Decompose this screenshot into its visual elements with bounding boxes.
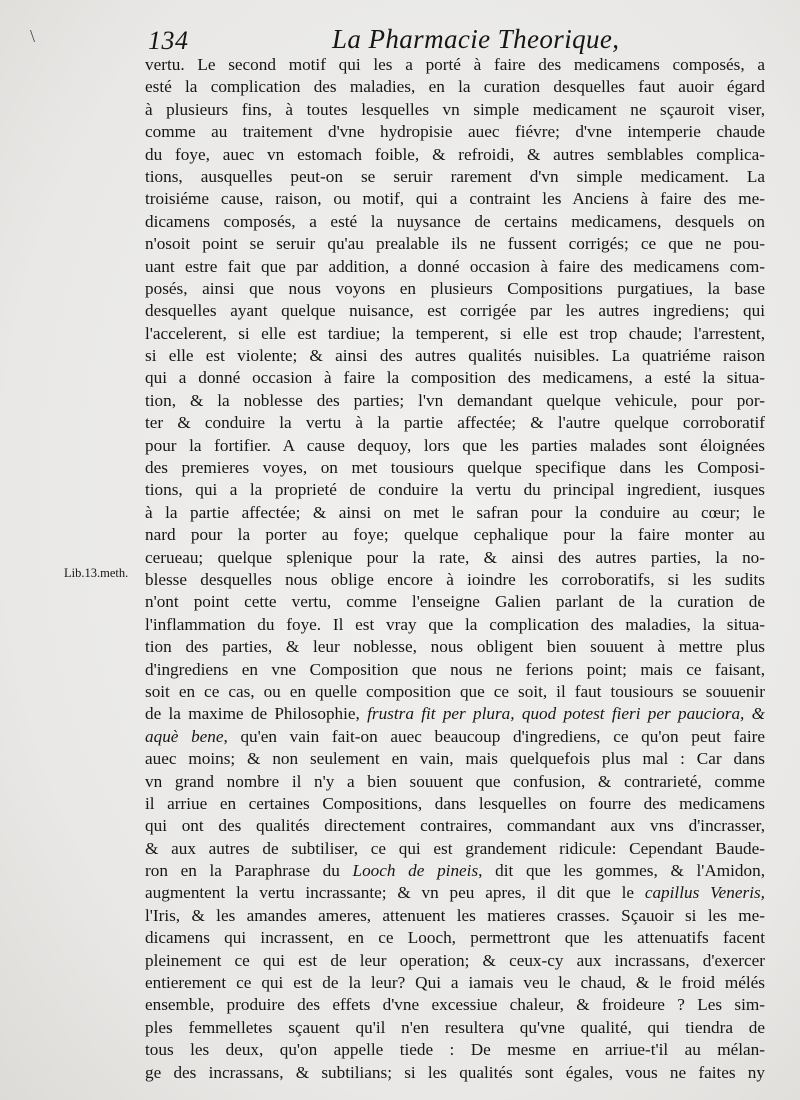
text-segment: vn grand nombre il n'y a bien souuent que confusion, & contrarieté, comme bbox=[145, 771, 765, 791]
text-segment: tion des parties, & leur noblesse, nous obligent bien souuent à mettre plus bbox=[145, 637, 765, 657]
text-segment: vertu. Le second motif qui les a porté à faire des medicamens composés, a bbox=[145, 55, 765, 74]
italic-text: Looch de pineis bbox=[352, 861, 479, 881]
text-segment: ples femmelletes sçauent qu'il n'en resultera qu'vne qualité, qui tiendra de bbox=[145, 1017, 765, 1037]
text-line bbox=[145, 278, 765, 300]
text-segment: cerueau; quelque splenique pour la rate, & ainsi des autres parties, la no- bbox=[145, 547, 765, 567]
text-line bbox=[145, 345, 765, 367]
text-line bbox=[145, 457, 765, 479]
text-line bbox=[145, 390, 765, 412]
text-line bbox=[145, 1039, 765, 1061]
text-segment: ter & conduire la vertu à la partie affectée; & l'autre quelque corroboratif bbox=[145, 413, 765, 433]
text-segment: n'ont point cette vertu, comme l'enseigne Galien parlant de la curation de bbox=[145, 592, 765, 612]
text-segment: à la partie affectée; & ainsi on met le safran pour la conduire au cœur; le bbox=[145, 502, 765, 522]
text-segment: tion, & la noblesse des parties; l'vn demandant quelque vehicule, pour por- bbox=[145, 390, 765, 410]
page-header bbox=[110, 22, 710, 56]
text-segment: desquelles ayant quelque nuisance, est corrigée par les autres ingrediens; qui bbox=[145, 301, 765, 321]
text-line bbox=[145, 166, 765, 188]
text-line bbox=[145, 703, 765, 725]
text-line bbox=[145, 972, 765, 994]
text-line bbox=[145, 524, 765, 546]
running-title: La Pharmacie Theorique, bbox=[332, 24, 620, 54]
text-segment: dicamens composés, a esté la nuysance de certains medicamens, desquels on bbox=[145, 211, 765, 231]
text-line bbox=[145, 188, 765, 210]
text-segment: pour la fortifier. A cause dequoy, lors que les parties malades sont éloignées bbox=[145, 435, 765, 455]
text-line bbox=[145, 569, 765, 591]
text-segment: , dit que les gommes, & l'Amidon, bbox=[478, 861, 765, 881]
text-segment: à plusieurs fins, à toutes lesquelles vn simple medicament ne sçauroit viser, bbox=[145, 99, 765, 119]
italic-text: capillus Veneris, bbox=[644, 883, 765, 903]
text-line bbox=[145, 435, 765, 457]
margin-note: Lib.13.meth. bbox=[64, 566, 129, 580]
page-number: 134 bbox=[148, 26, 189, 55]
italic-text: frustra fit per plura, quod potest fieri per pauciora, & bbox=[367, 704, 765, 724]
text-line bbox=[145, 994, 765, 1016]
text-segment: n'osoit point se seruir qu'au prealable ils ne fussent corrigés; ce que ne pou- bbox=[145, 234, 765, 254]
text-segment: tous les deux, qu'on appelle tiede : De mesme en arriue-t'il au mélan- bbox=[145, 1040, 765, 1060]
text-line bbox=[145, 54, 765, 76]
text-segment: , qu'en vain fait-on auec beaucoup d'ingrediens, ce qu'on peut faire bbox=[223, 726, 765, 746]
text-line bbox=[145, 367, 765, 389]
body-text bbox=[145, 54, 765, 1084]
text-segment: auec moins; & non seulement en vain, mais quelquefois plus mal : Car dans bbox=[145, 749, 765, 769]
text-segment: nard pour la porter au foye; quelque cephalique pour la faire monter au bbox=[145, 525, 765, 545]
text-line bbox=[145, 726, 765, 748]
text-line bbox=[145, 591, 765, 613]
text-segment: qui ont des qualités directement contraires, commandant aux vns d'incrasser, bbox=[145, 816, 765, 836]
text-segment: ensemble, produire des effets d'vne excessiue chaleur, & froideure ? Les sim- bbox=[145, 995, 765, 1015]
text-line bbox=[145, 614, 765, 636]
text-segment: blesse desquelles nous oblige encore à ioindre les corroboratifs, si les sudits bbox=[145, 569, 765, 589]
text-line bbox=[145, 636, 765, 658]
text-segment: entierement ce qui est de la leur? Qui a iamais veu le chaud, & le froid mélés bbox=[145, 973, 765, 993]
text-segment: qui a donné occasion à faire la composition des medicamens, a esté la situa- bbox=[145, 368, 765, 388]
text-line bbox=[145, 838, 765, 860]
text-segment: pleinement ce qui est de leur operation; & ceux-cy aux incrassans, d'exercer bbox=[145, 950, 765, 970]
text-line bbox=[145, 905, 765, 927]
text-segment: l'accelerent, si elle est tardiue; la temperent, si elle est trop chaude; l'arrestent, bbox=[145, 323, 765, 343]
text-line bbox=[145, 950, 765, 972]
text-line bbox=[145, 479, 765, 501]
text-segment: tions, qui a la proprieté de conduire la vertu du principal ingredient, iusques bbox=[145, 480, 765, 500]
text-segment: il arriue en certaines Compositions, dans lesquelles on fourre des medicamens bbox=[145, 793, 765, 813]
text-line bbox=[145, 771, 765, 793]
text-line bbox=[145, 502, 765, 524]
text-segment: comme au traitement d'vne hydropisie auec fiévre; d'vne intemperie chaude bbox=[145, 122, 765, 142]
text-line bbox=[145, 144, 765, 166]
text-line bbox=[145, 748, 765, 770]
text-line bbox=[145, 76, 765, 98]
text-line bbox=[145, 860, 765, 882]
text-segment: troisiéme cause, raison, ou motif, qui a contraint les Anciens à faire des me- bbox=[145, 189, 765, 209]
text-segment: si elle est violente; & ainsi des autres qualités nuisibles. La quatriéme raison bbox=[145, 346, 765, 366]
text-segment: uant estre fait que par addition, a donné occasion à faire des medicamens com- bbox=[145, 256, 765, 276]
text-segment: ron en la Paraphrase du bbox=[145, 861, 353, 881]
text-segment: augmentent la vertu incrassante; & vn peu apres, il dit que le bbox=[145, 883, 645, 903]
text-segment: des premieres voyes, on met tousiours quelque specifique dans les Composi- bbox=[145, 458, 765, 478]
text-line bbox=[145, 1017, 765, 1039]
italic-text: aquè bene bbox=[145, 726, 224, 746]
text-segment: soit en ce cas, ou en quelle composition que ce soit, il faut tousiours se souuenir bbox=[145, 681, 765, 701]
text-segment: l'inflammation du foye. Il est vray que la complication des maladies, la situa- bbox=[145, 614, 765, 634]
text-line bbox=[145, 793, 765, 815]
text-line bbox=[145, 659, 765, 681]
text-segment: ge des incrassans, & subtilians; si les qualités sont égales, vous ne faites ny bbox=[145, 1062, 765, 1082]
corner-mark: \ bbox=[30, 26, 36, 46]
text-segment: tions, ausquelles peut-on se seruir rarement d'vn simple medicament. La bbox=[145, 166, 765, 186]
text-line bbox=[145, 547, 765, 569]
text-line bbox=[145, 681, 765, 703]
text-line bbox=[145, 256, 765, 278]
text-segment: dicamens qui incrassent, en ce Looch, permettront que les attenuatifs facent bbox=[145, 928, 765, 948]
text-line bbox=[145, 121, 765, 143]
text-line bbox=[145, 233, 765, 255]
text-segment: du foye, auec vn estomach foible, & refroidi, & autres semblables complica- bbox=[145, 144, 765, 164]
text-line bbox=[145, 815, 765, 837]
text-segment: d'ingrediens en vne Composition que nous ne ferions point; mais ce faisant, bbox=[145, 659, 765, 679]
text-line bbox=[145, 323, 765, 345]
text-line bbox=[145, 927, 765, 949]
text-segment: l'Iris, & les amandes ameres, attenuent les matieres crasses. Sçauoir si les me- bbox=[145, 905, 765, 925]
text-line bbox=[145, 211, 765, 233]
text-line bbox=[145, 300, 765, 322]
text-segment: de la maxime de Philosophie, bbox=[145, 704, 368, 724]
text-line bbox=[145, 412, 765, 434]
text-line bbox=[145, 99, 765, 121]
text-line bbox=[145, 1062, 765, 1084]
text-segment: posés, ainsi que nous voyons en plusieurs Compositions purgatiues, la base bbox=[145, 278, 765, 298]
text-segment: & aux autres de subtiliser, ce qui est grandement ridicule: Cependant Baude- bbox=[145, 838, 765, 858]
text-segment: esté la complication des maladies, en la curation desquelles faut auoir égard bbox=[145, 77, 765, 97]
text-line bbox=[145, 882, 765, 904]
